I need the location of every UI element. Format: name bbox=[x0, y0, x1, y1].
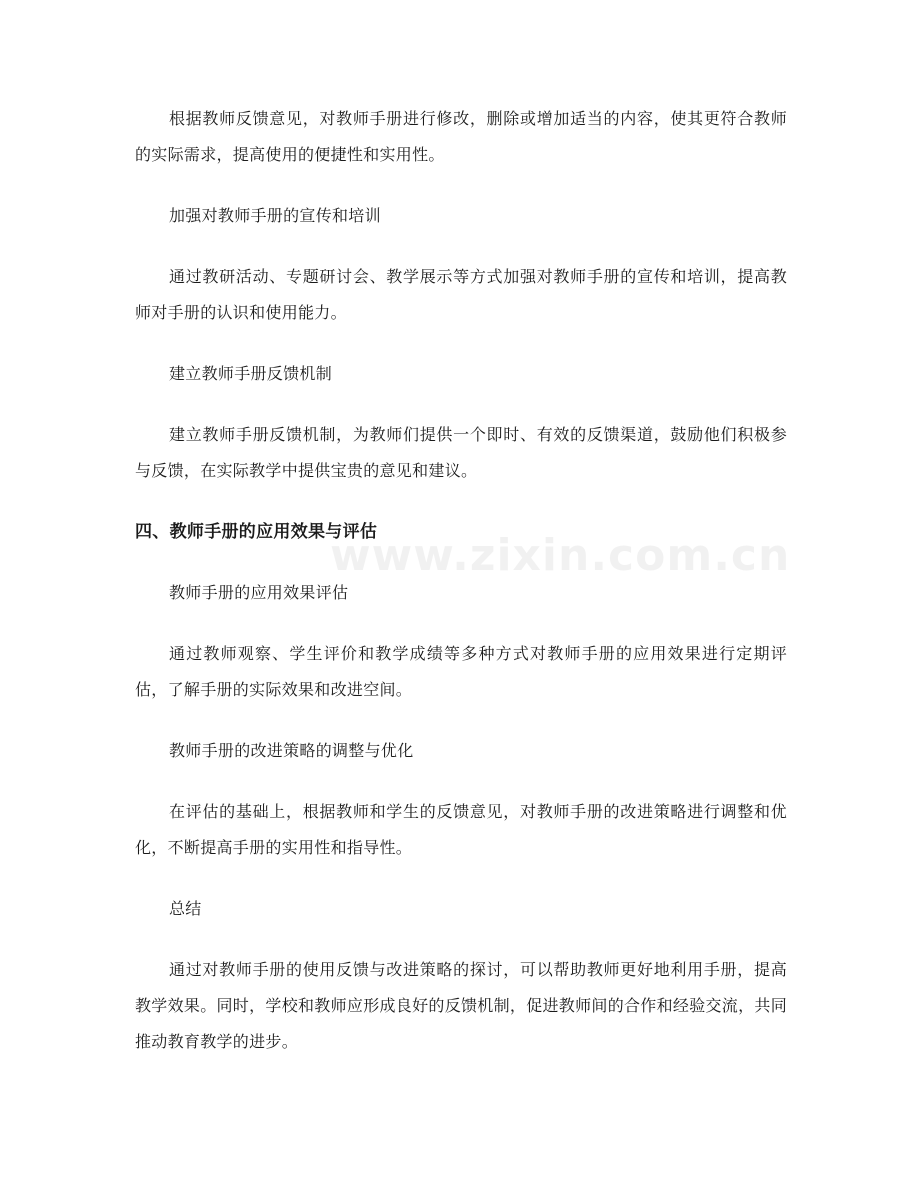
paragraph-effect-evaluation: 通过教师观察、学生评价和教学成绩等多种方式对教师手册的应用效果进行定期评估，了解手册的实际效果和改进空间。 bbox=[135, 644, 787, 699]
subheading-effect-evaluation: 教师手册的应用效果评估 bbox=[169, 583, 349, 602]
document-body bbox=[135, 101, 791, 1085]
subheading-summary: 总结 bbox=[169, 899, 202, 918]
paragraph-feedback-mechanism: 建立教师手册反馈机制，为教师们提供一个即时、有效的反馈渠道，鼓励他们积极参与反馈，在实际教学中提供宝贵的意见和建议。 bbox=[135, 425, 787, 480]
paragraph-strategy-optimization: 在评估的基础上，根据教师和学生的反馈意见，对教师手册的改进策略进行调整和优化，不断提高手册的实用性和指导性。 bbox=[135, 802, 787, 857]
subheading-feedback-mechanism: 建立教师手册反馈机制 bbox=[169, 364, 333, 383]
watermark: www.zixin.com.cn bbox=[330, 530, 791, 581]
subheading-strategy-optimization: 教师手册的改进策略的调整与优化 bbox=[169, 741, 414, 760]
subheading-promotion-training: 加强对教师手册的宣传和培训 bbox=[169, 206, 381, 225]
paragraph-promotion-training: 通过教研活动、专题研讨会、教学展示等方式加强对教师手册的宣传和培训，提高教师对手册的认识和使用能力。 bbox=[135, 267, 787, 322]
paragraph-summary: 通过对教师手册的使用反馈与改进策略的探讨，可以帮助教师更好地利用手册，提高教学效果。同时，学校和教师应形成良好的反馈机制，促进教师间的合作和经验交流，共同推动教育教学的进步。 bbox=[135, 960, 788, 1051]
section-heading-application-evaluation: 四、教师手册的应用效果与评估 bbox=[135, 522, 378, 542]
paragraph-revise-handbook: 根据教师反馈意见，对教师手册进行修改，删除或增加适当的内容，使其更符合教师的实际需求，提高使用的便捷性和实用性。 bbox=[135, 109, 787, 164]
